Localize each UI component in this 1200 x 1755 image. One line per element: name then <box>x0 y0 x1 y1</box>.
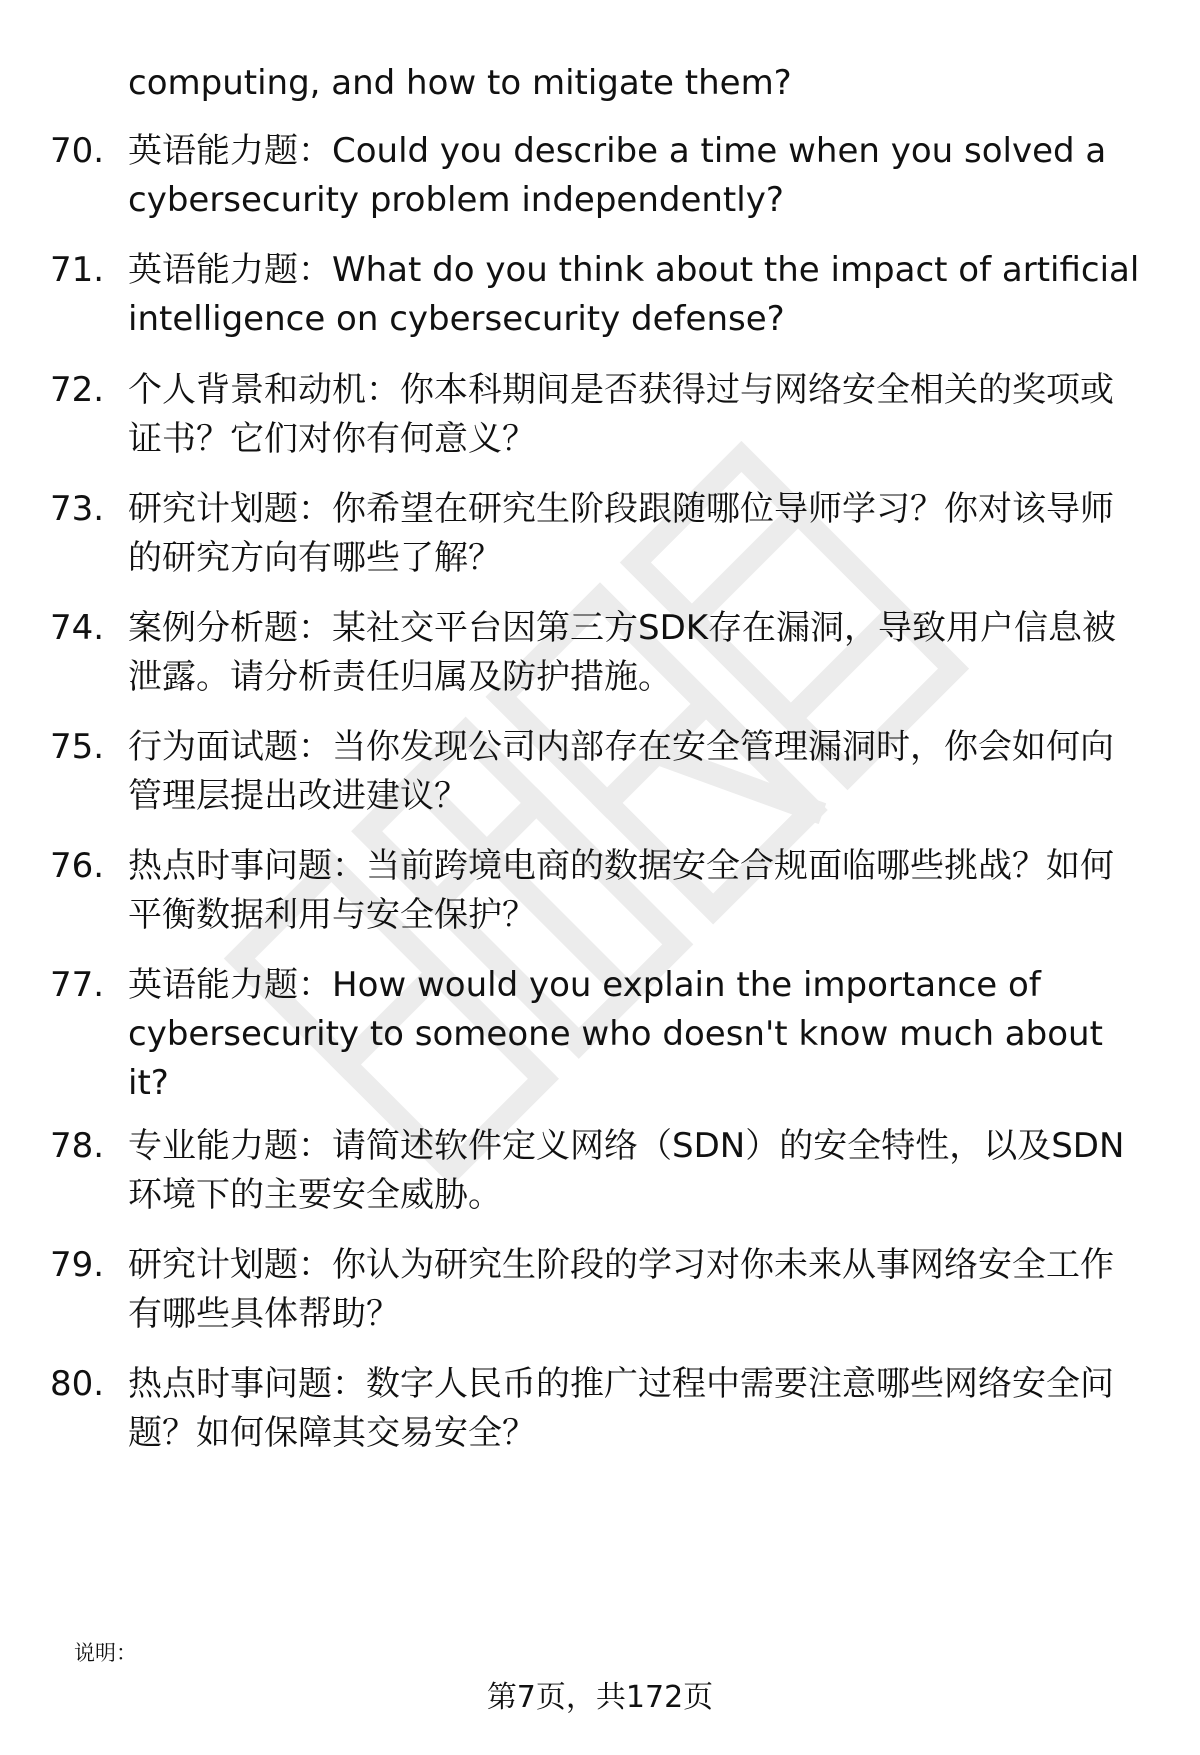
question-number: 78. <box>50 1126 105 1166</box>
question-item <box>50 366 1145 464</box>
question-text: 英语能力题：How would you explain the importance of cybersecurity to someone who doesn't know much about it? <box>128 965 1103 1103</box>
question-text: 专业能力题：请简述软件定义网络（SDN）的安全特性，以及SDN环境下的主要安全威胁。 <box>128 1126 1125 1215</box>
question-text: 英语能力题：What do you think about the impact of artificial intelligence on cybersecurity defense? <box>128 250 1140 339</box>
question-item <box>50 1122 1145 1220</box>
page-footer: 第7页，共172页 <box>486 1680 714 1715</box>
question-number: 73. <box>50 489 105 529</box>
question-text: 研究计划题：你希望在研究生阶段跟随哪位导师学习？你对该导师的研究方向有哪些了解？ <box>128 489 1114 578</box>
question-item <box>50 1360 1145 1458</box>
note-label: 说明： <box>74 1641 137 1665</box>
question-item <box>50 842 1145 940</box>
question-text: 个人背景和动机：你本科期间是否获得过与网络安全相关的奖项或证书？它们对你有何意义？ <box>128 370 1114 459</box>
question-number: 72. <box>50 370 105 410</box>
question-text: 案例分析题：某社交平台因第三方SDK存在漏洞，导致用户信息被泄露。请分析责任归属及防护措施。 <box>128 608 1117 697</box>
question-number: 77. <box>50 965 105 1005</box>
question-item <box>50 961 1145 1108</box>
question-text: 行为面试题：当你发现公司内部存在安全管理漏洞时，你会如何向管理层提出改进建议？ <box>128 727 1114 816</box>
question-item <box>50 485 1145 583</box>
question-text: 英语能力题：Could you describe a time when you solved a cybersecurity problem independently? <box>128 131 1107 220</box>
question-text: 热点时事问题：当前跨境电商的数据安全合规面临哪些挑战？如何平衡数据利用与安全保护？ <box>128 846 1114 935</box>
question-item <box>50 127 1145 225</box>
question-number: 76. <box>50 846 105 886</box>
question-number: 79. <box>50 1245 105 1285</box>
question-number: 70. <box>50 131 105 171</box>
question-item <box>50 723 1145 821</box>
question-item <box>50 246 1145 344</box>
question-text: 研究计划题：你认为研究生阶段的学习对你未来从事网络安全工作有哪些具体帮助？ <box>128 1245 1114 1334</box>
question-text: 热点时事问题：数字人民币的推广过程中需要注意哪些网络安全问题？如何保障其交易安全？ <box>128 1364 1114 1453</box>
question-number: 74. <box>50 608 105 648</box>
question-number: 71. <box>50 250 105 290</box>
question-number: 80. <box>50 1364 105 1404</box>
continuation-text: computing, and how to mitigate them? <box>128 63 792 103</box>
question-item <box>50 604 1145 702</box>
question-item <box>50 1241 1145 1339</box>
question-number: 75. <box>50 727 105 767</box>
